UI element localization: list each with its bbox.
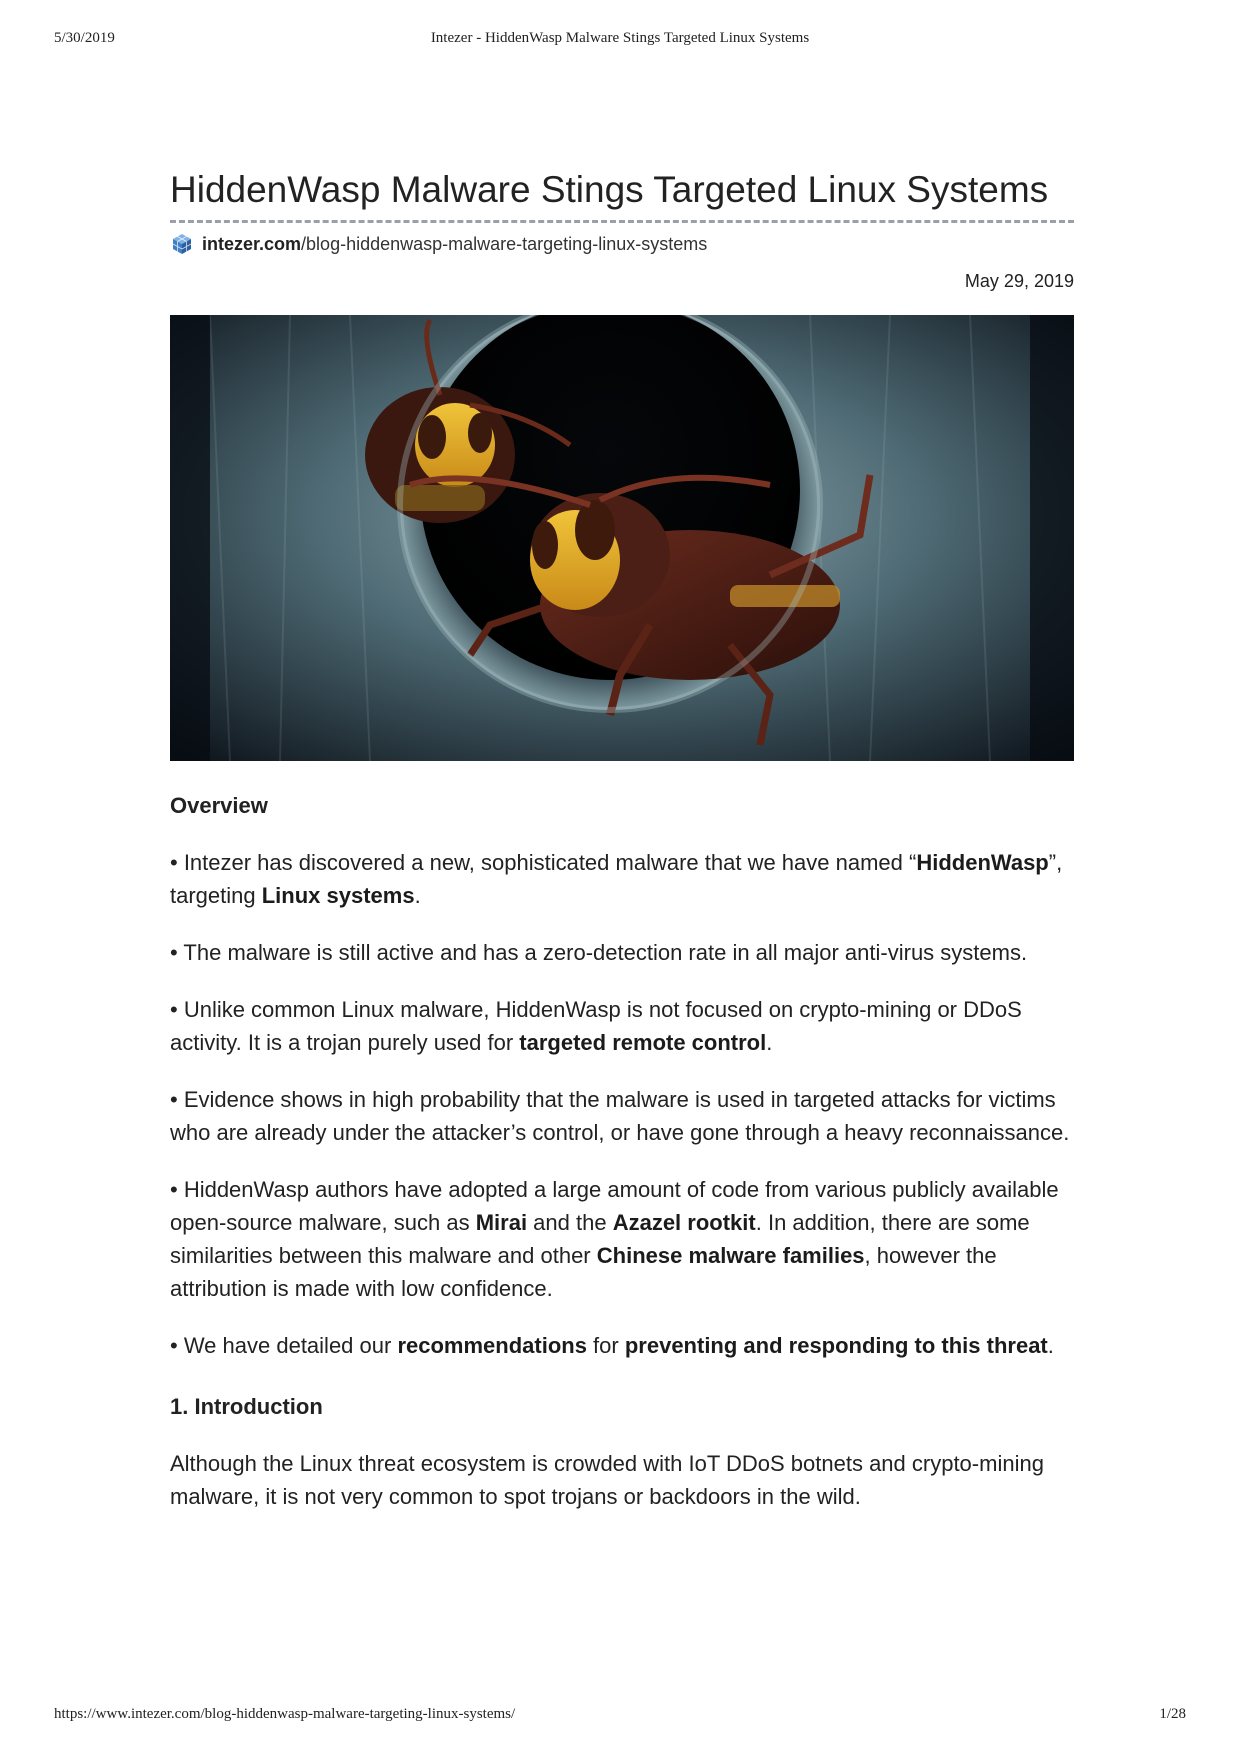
emphasis-text: Chinese malware families <box>596 1243 865 1268</box>
cube-icon <box>170 232 194 256</box>
introduction-heading: 1. Introduction <box>170 1394 323 1419</box>
publish-date: May 29, 2019 <box>964 271 1074 291</box>
print-footer <box>54 1706 1186 1726</box>
overview-heading: Overview <box>170 793 268 818</box>
bullet-paragraph: • Unlike common Linux malware, HiddenWasp is not focused on crypto-mining or DDoS activity. It is a trojan purely used for targeted remote control. <box>170 997 1022 1055</box>
bullet-paragraph: • Intezer has discovered a new, sophisticated malware that we have named “HiddenWasp”, targeting Linux systems. <box>170 850 1063 908</box>
print-header <box>54 30 1186 50</box>
wasps-in-wooden-hole-image <box>170 315 1074 761</box>
emphasis-text: Azazel rootkit <box>612 1210 756 1235</box>
page-number: 1/28 <box>1159 1706 1186 1722</box>
emphasis-text: recommendations <box>397 1333 587 1358</box>
emphasis-text: Mirai <box>475 1210 528 1235</box>
bullet-paragraph: • The malware is still active and has a zero-detection rate in all major anti-virus systems. <box>170 940 1028 965</box>
bullet-paragraph: • HiddenWasp authors have adopted a large amount of code from various publicly available open-source malware, such as Mirai and the Azazel rootkit. In addition, there are some similarities between this malware and other Chinese malware families, however the attribution is made with low confidence. <box>170 1177 1059 1301</box>
bullet-paragraph: • Evidence shows in high probability that the malware is used in targeted attacks for victims who are already under the attacker’s control, or have gone through a heavy reconnaissance. <box>170 1087 1070 1145</box>
print-url: https://www.intezer.com/blog-hiddenwasp-malware-targeting-linux-systems/ <box>54 1706 516 1722</box>
emphasis-text: Linux systems <box>261 883 415 908</box>
source-path: /blog-hiddenwasp-malware-targeting-linux-systems <box>301 233 708 254</box>
article <box>170 168 1074 1513</box>
bullet-paragraph: • We have detailed our recommendations for preventing and responding to this threat. <box>170 1333 1054 1358</box>
emphasis-text: preventing and responding to this threat <box>624 1333 1048 1358</box>
print-date: 5/30/2019 <box>54 30 115 46</box>
emphasis-text: targeted remote control <box>519 1030 767 1055</box>
source-domain: intezer.com <box>202 233 302 254</box>
emphasis-text: HiddenWasp <box>916 850 1049 875</box>
source-link[interactable] <box>170 231 1074 257</box>
introduction-paragraph: Although the Linux threat ecosystem is crowded with IoT DDoS botnets and crypto-mining malware, it is not very common to spot trojans or backdoors in the wild. <box>170 1451 1044 1509</box>
hero-image <box>170 315 1074 761</box>
article-title: HiddenWasp Malware Stings Targeted Linux Systems <box>170 168 1074 223</box>
print-page-title: Intezer - HiddenWasp Malware Stings Targeted Linux Systems <box>430 30 810 46</box>
